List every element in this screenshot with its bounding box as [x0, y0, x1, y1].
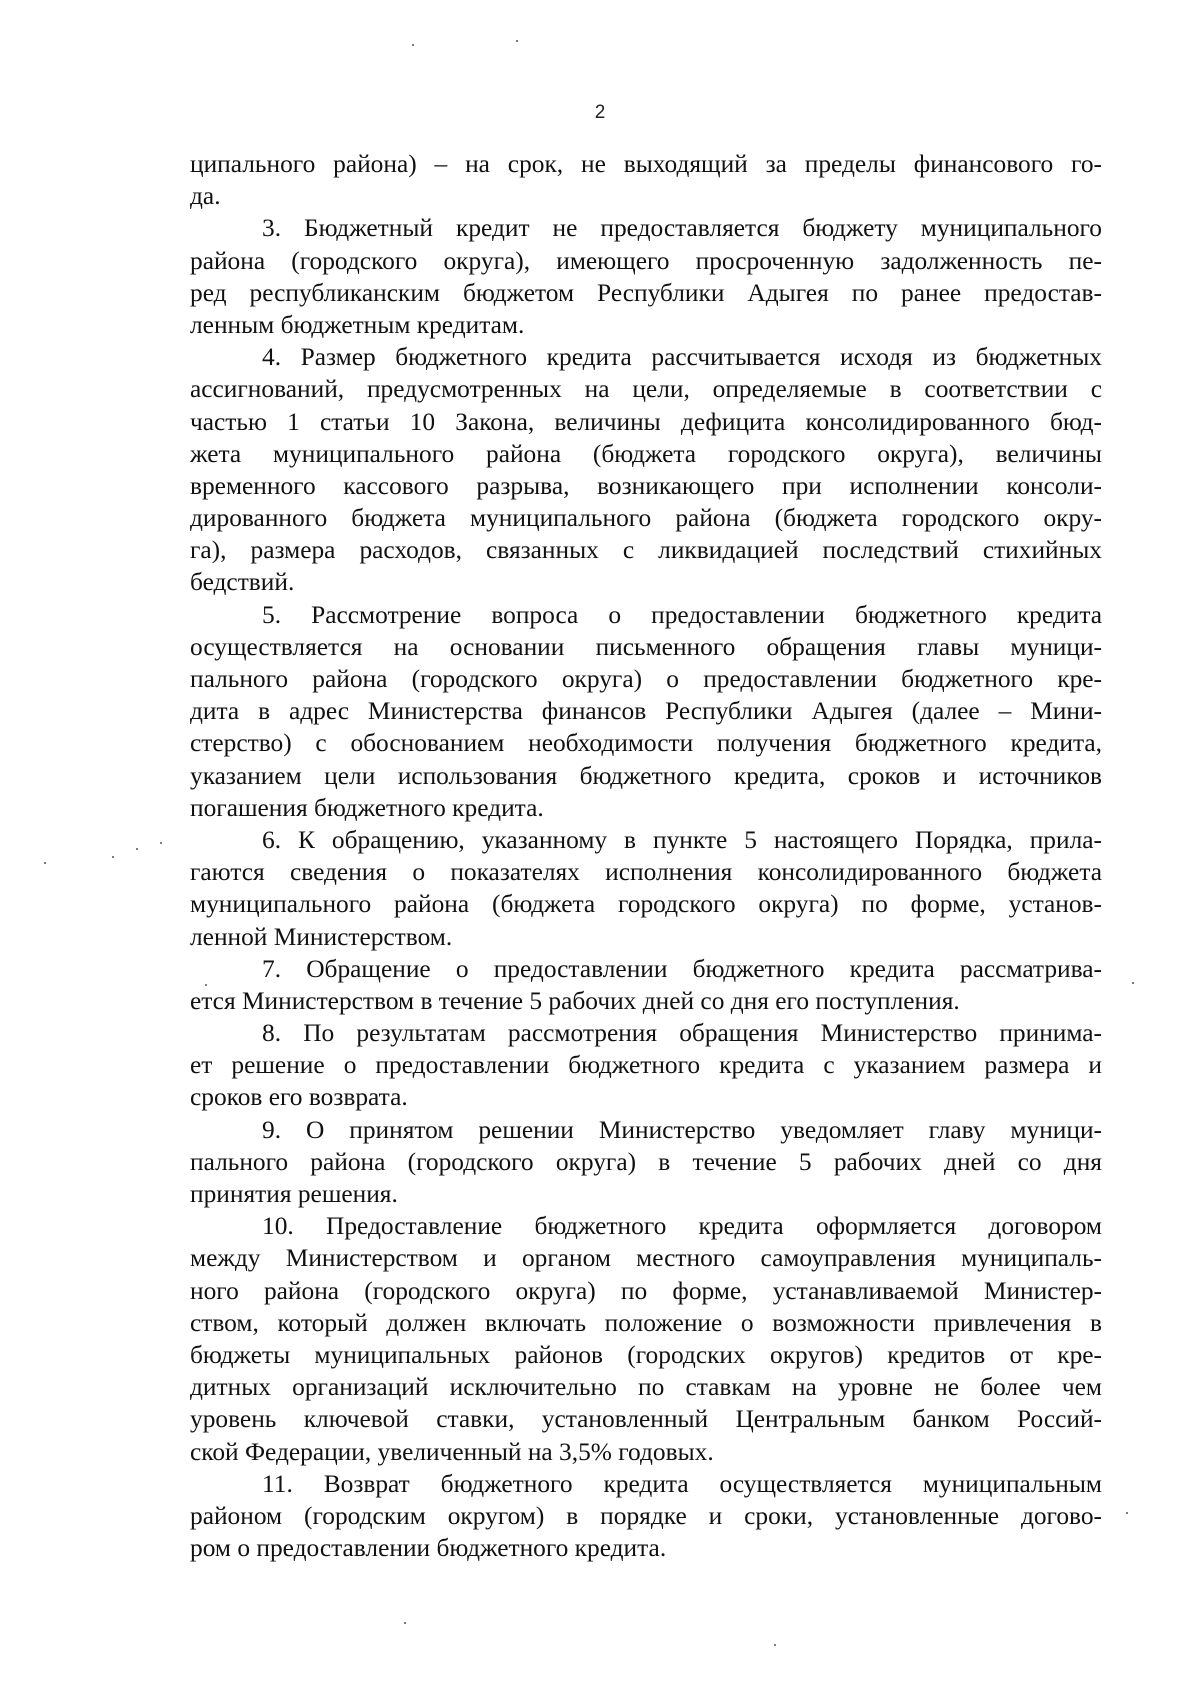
scan-speck — [160, 842, 162, 844]
paragraph-8 — [190, 1017, 1102, 1114]
text-line: 4. Размер бюджетного кредита рассчитывается исходя из бюджетных — [262, 343, 1102, 372]
paragraph-7 — [190, 953, 1102, 1017]
scan-speck — [44, 862, 46, 864]
text-line: дитных организаций исключительно по ставкам на уровне не более чем — [190, 1373, 1102, 1402]
text-line: осуществляется на основании письменного обращения главы муници- — [190, 632, 1102, 661]
text-line: пального района (городского округа) в течение 5 рабочих дней со дня — [190, 1147, 1102, 1176]
text-line: ассигнований, предусмотренных на цели, определяемые в соответствии с — [190, 375, 1102, 404]
text-line: временного кассового разрыва, возникающего при исполнении консоли- — [190, 471, 1102, 500]
text-line: уровень ключевой ставки, установленный Центральным банком Россий- — [190, 1405, 1102, 1434]
text-line: дита в адрес Министерства финансов Республики Адыгея (далее – Мини- — [190, 697, 1102, 726]
text-line: ром о предоставлении бюджетного кредита. — [190, 1534, 667, 1563]
text-line: 6. К обращению, указанному в пункте 5 настоящего Порядка, прила- — [262, 825, 1102, 854]
text-line: принятия решения. — [190, 1180, 398, 1208]
scan-speck — [774, 1644, 776, 1646]
paragraph-4 — [190, 341, 1102, 599]
text-line: ется Министерством в течение 5 рабочих дней со дня его поступления. — [190, 986, 960, 1015]
text-line: стерство) с обоснованием необходимости получения бюджетного кредита, — [190, 729, 1102, 758]
text-line: бедствий. — [190, 568, 295, 597]
text-line: 11. Возврат бюджетного кредита осуществляется муниципальным — [262, 1469, 1102, 1498]
paragraph-3 — [190, 212, 1102, 341]
text-line: пального района (городского округа) о предоставлении бюджетного кре- — [190, 665, 1102, 693]
document-body — [190, 148, 1102, 1564]
scan-speck — [412, 44, 414, 46]
page-number: 2 — [594, 102, 606, 123]
scan-speck — [516, 40, 518, 42]
text-line: ством, который должен включать положение о возможности привлечения в — [190, 1308, 1102, 1337]
text-line: между Министерством и органом местного самоуправления муниципаль- — [190, 1244, 1102, 1273]
text-line: сроков его возврата. — [190, 1083, 408, 1112]
text-line: ного района (городского округа) по форме, устанавливаемой Министер- — [190, 1276, 1102, 1305]
paragraph-9 — [190, 1114, 1102, 1211]
scan-speck — [136, 848, 138, 850]
text-line: жета муниципального района (бюджета городского округа), величины — [190, 439, 1102, 468]
text-line: ленным бюджетным кредитам. — [190, 310, 525, 339]
scan-speck — [1132, 982, 1134, 984]
text-line: 3. Бюджетный кредит не предоставляется бюджету муниципального — [262, 214, 1102, 243]
paragraph-continuation — [190, 148, 1102, 212]
text-line: 8. По результатам рассмотрения обращения Министерство принима- — [262, 1019, 1102, 1048]
text-line: га), размера расходов, связанных с ликвидацией последствий стихийных — [190, 536, 1102, 565]
text-line: района (городского округа), имеющего просроченную задолженность пе- — [190, 246, 1102, 275]
text-line: дированного бюджета муниципального района (бюджета городского окру- — [190, 504, 1102, 533]
paragraph-6 — [190, 824, 1102, 953]
text-line: ленной Министерством. — [190, 922, 453, 951]
text-line: муниципального района (бюджета городского округа) по форме, установ- — [190, 890, 1102, 919]
text-line: частью 1 статьи 10 Закона, величины дефицита консолидированного бюд- — [190, 407, 1102, 436]
text-line: районом (городским округом) в порядке и сроки, установленные догово- — [190, 1501, 1102, 1530]
paragraph-10 — [190, 1210, 1102, 1468]
paragraph-5 — [190, 599, 1102, 824]
scan-speck — [404, 1622, 406, 1624]
text-line: да. — [190, 182, 221, 211]
text-line: 10. Предоставление бюджетного кредита оформляется договором — [262, 1212, 1102, 1241]
scan-speck — [112, 856, 114, 858]
scan-speck — [1126, 1512, 1128, 1514]
text-line: 9. О принятом решении Министерство уведомляет главу муници- — [262, 1115, 1102, 1144]
scan-speck — [205, 984, 207, 986]
paragraph-11 — [190, 1468, 1102, 1565]
text-line: гаются сведения о показателях исполнения консолидированного бюджета — [190, 858, 1102, 887]
text-line: ской Федерации, увеличенный на 3,5% годовых. — [190, 1437, 714, 1466]
text-line: погашения бюджетного кредита. — [190, 793, 544, 822]
text-line: 7. Обращение о предоставлении бюджетного кредита рассматрива- — [262, 954, 1102, 983]
text-line: ред республиканским бюджетом Республики Адыгея по ранее предостав- — [190, 278, 1102, 307]
text-line: ципального района) – на срок, не выходящий за пределы финансового го- — [190, 150, 1102, 178]
text-line: бюджеты муниципальных районов (городских округов) кредитов от кре- — [190, 1340, 1102, 1369]
text-line: 5. Рассмотрение вопроса о предоставлении бюджетного кредита — [262, 600, 1102, 629]
text-line: указанием цели использования бюджетного кредита, сроков и источников — [190, 761, 1102, 790]
text-line: ет решение о предоставлении бюджетного кредита с указанием размера и — [190, 1051, 1102, 1080]
